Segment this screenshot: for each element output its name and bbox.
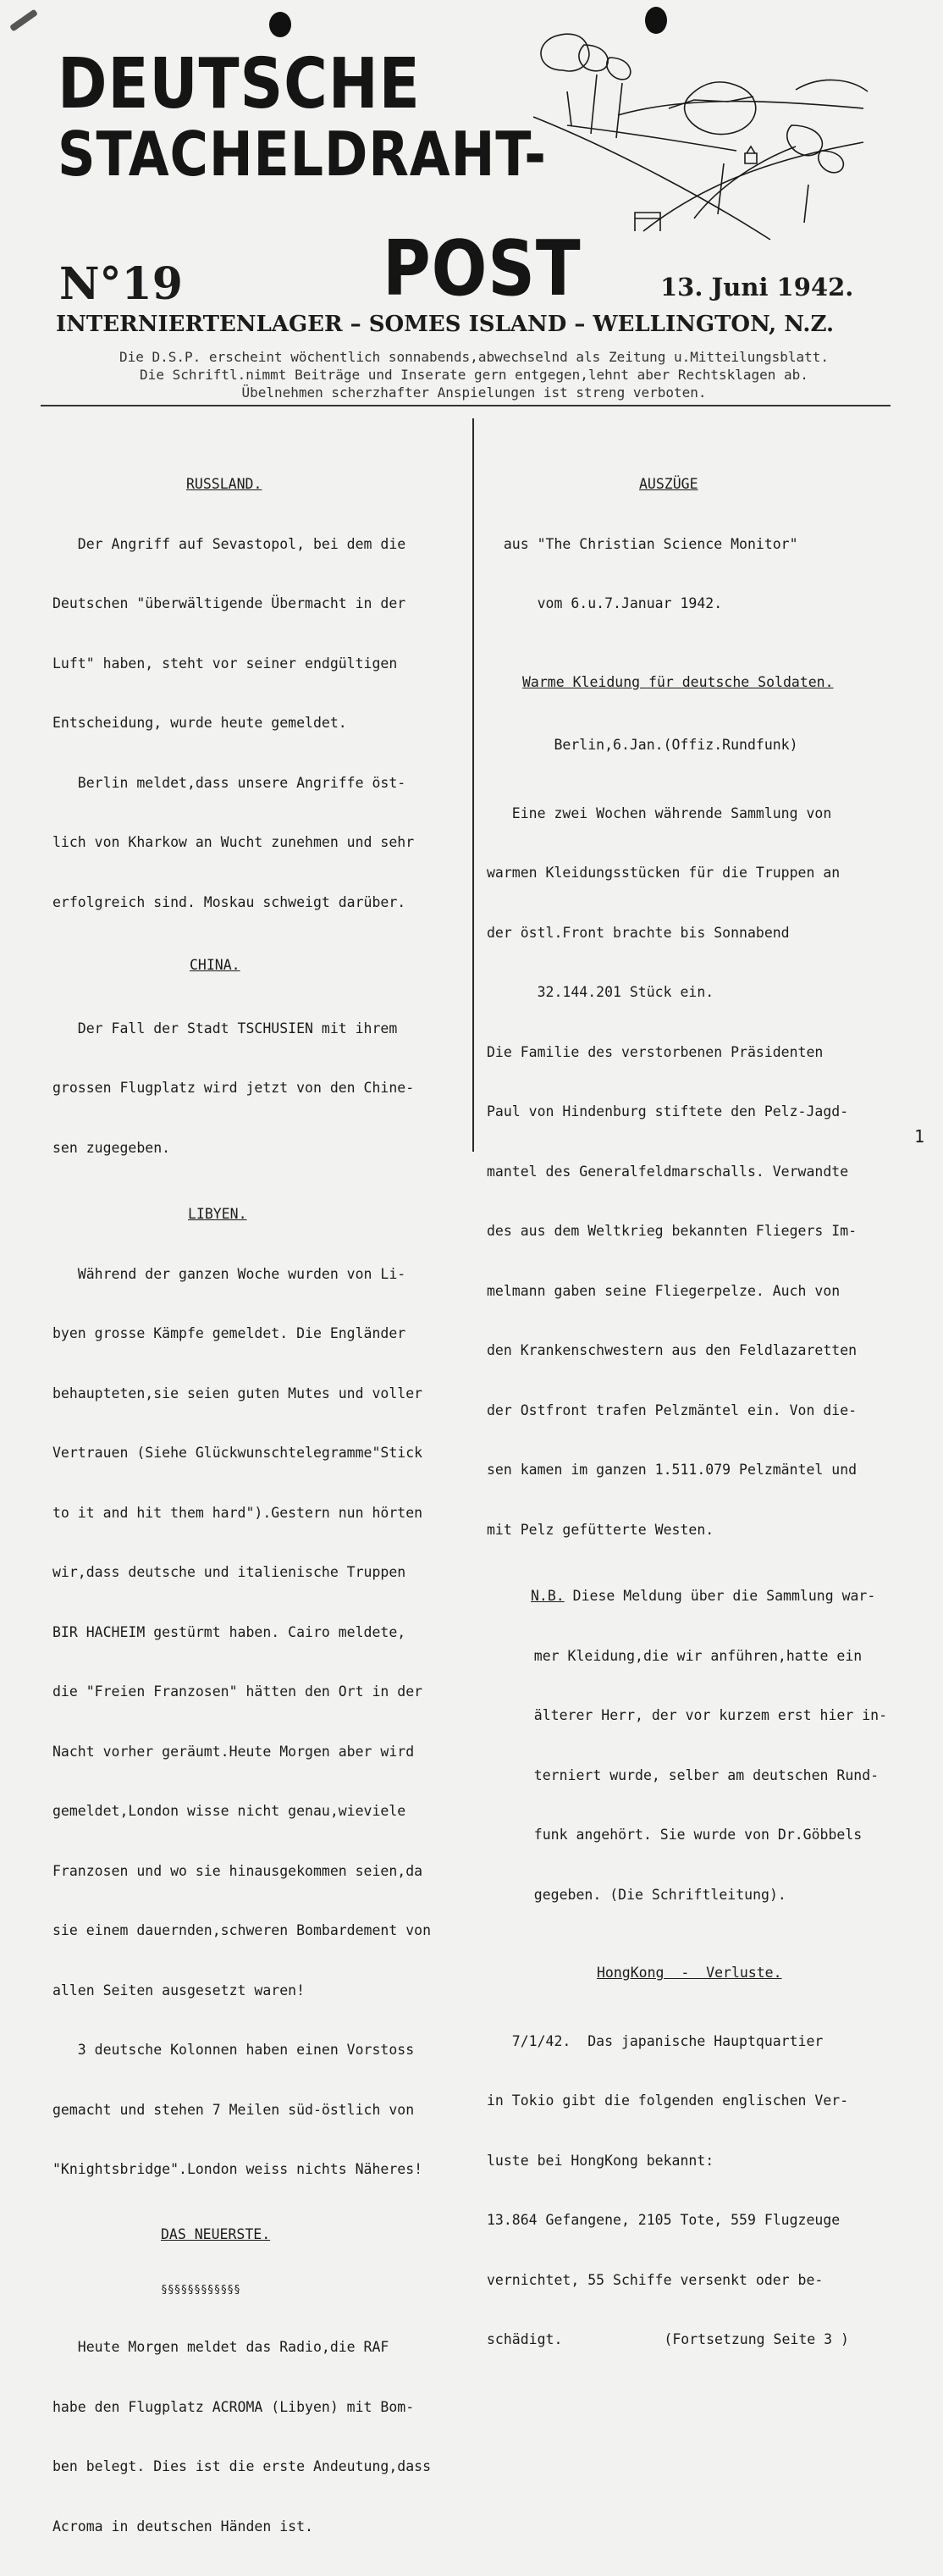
text-line: allen Seiten ausgesetzt waren! [52,1982,306,1998]
dateline: Berlin,6.Jan.(Offiz.Rundfunk) [487,737,798,753]
text-line: des aus dem Weltkrieg bekannten Fliegers Im- [487,1223,858,1239]
text-line: sen kamen im ganzen 1.511.079 Pelzmäntel und [487,1462,858,1478]
text-line: byen grosse Kämpfe gemeldet. Die Engländer [52,1325,406,1341]
text-line: 7/1/42. Das japanische Hauptquartier [487,2032,824,2049]
text-line: 32.144.201 Stück ein. [487,984,714,1000]
text-line: lich von Kharkow an Wucht zunehmen und sehr [52,834,415,850]
subtitle: INTERNIERTENLAGER – SOMES ISLAND – WELLINGTON, N.Z. [56,312,835,337]
section-heading-libyen: LIBYEN. [188,1206,247,1222]
section-heading-neuerste: DAS NEUERSTE. [161,2225,271,2242]
intro-line: Die Schriftl.nimmt Beiträge und Inserate gern entgegen,lehnt aber Rechtsklagen ab. [140,367,808,383]
text-line [487,2330,927,2350]
text-line: Acroma in deutschen Händen ist. [52,2518,313,2535]
text-line: die "Freien Franzosen" hätten den Ort in der [52,1683,423,1700]
text-line: Deutschen "überwältigende Übermacht in der [52,595,406,611]
column-divider [472,418,474,1152]
text-line: "Knightsbridge".London weiss nichts Näheres! [52,2161,423,2177]
text-line: luste bei HongKong bekannt: [487,2152,714,2169]
text-line: funk angehört. Sie wurde von Dr.Göbbels [509,1827,863,1843]
text-line: warmen Kleidungsstücken für die Truppen an [487,865,841,881]
section-heading-kleidung: Warme Kleidung für deutsche Soldaten. [522,673,834,690]
text-line: Nacht vorher geräumt.Heute Morgen aber wird [52,1743,415,1760]
text-line: Franzosen und wo sie hinausgekommen seien,da [52,1862,423,1879]
nb-label: N.B. [531,1588,565,1604]
text-line: Luft" haben, steht vor seiner endgültigen [52,655,398,672]
text-line: gegeben. (Die Schriftleitung). [509,1886,786,1903]
text-line: vom 6.u.7.Januar 1942. [487,595,723,611]
text-line: aus "The Christian Science Monitor" [487,535,798,552]
text-line: Berlin meldet,dass unsere Angriffe öst- [52,774,406,791]
zigzag-underline: §§§§§§§§§§§§ [161,2284,240,2297]
text-line: Die Familie des verstorbenen Präsidenten [487,1043,824,1060]
section-heading-russland: RUSSLAND. [186,476,262,492]
text-line: älterer Herr, der vor kurzem erst hier in- [509,1707,888,1723]
text-line: 13.864 Gefangene, 2105 Tote, 559 Flugzeuge [487,2212,841,2228]
header-rule [41,405,891,406]
text-line: 3 deutsche Kolonnen haben einen Vorstoss [52,2042,415,2058]
text-line-last: schädigt. [487,2331,563,2347]
left-column [52,434,459,2576]
intro-line: Die D.S.P. erscheint wöchentlich sonnabends,abwechselnd als Zeitung u.Mitteilungsblatt. [119,349,830,365]
section-heading-china: CHINA. [190,957,240,973]
text-line: mit Pelz gefütterte Westen. [487,1521,714,1538]
issue-number: N°19 [59,258,183,310]
text-line: vernichtet, 55 Schiffe versenkt oder be- [487,2271,824,2288]
intro-line: Übelnehmen scherzhafter Anspielungen ist streng verboten. [241,384,707,401]
text-line: mer Kleidung,die wir anführen,hatte ein [509,1647,863,1664]
text-line: BIR HACHEIM gestürmt haben. Cairo meldete, [52,1623,406,1640]
text-line: Entscheidung, wurde heute gemeldet. [52,715,347,731]
text-line: gemeldet,London wisse nicht genau,wieviele [52,1803,406,1819]
text-line: wir,dass deutsche und italienische Truppen [52,1564,406,1580]
masthead-line-3: POST [383,224,582,313]
text-line: sen zugegeben. [52,1139,171,1156]
text-line: gemacht und stehen 7 Meilen süd-östlich von [52,2101,415,2118]
text-line: Diese Meldung über die Sammlung war- [564,1588,876,1604]
text-line: to it and hit them hard").Gestern nun hörten [52,1504,423,1521]
text-line: der östl.Front brachte bis Sonnabend [487,924,790,941]
text-line: Der Angriff auf Sevastopol, bei dem die [52,535,406,552]
masthead-line-2: STACHELDRAHT- [58,119,547,190]
text-line: Vertrauen (Siehe Glückwunschtelegramme"Stick [52,1445,423,1461]
section-heading-auszuege: AUSZÜGE [639,476,698,492]
staple-mark [9,8,38,31]
text-line: Während der ganzen Woche wurden von Li- [52,1265,406,1282]
text-line: den Krankenschwestern aus den Feldlazaretten [487,1342,858,1358]
text-line: ben belegt. Dies ist die erste Andeutung,dass [52,2458,432,2474]
text-line: behaupteten,sie seien guten Mutes und voller [52,1385,423,1401]
nb-line [487,1586,927,1606]
text-line: melmann gaben seine Fliegerpelze. Auch von [487,1282,841,1299]
landscape-illustration [516,15,872,244]
text-line: Der Fall der Stadt TSCHUSIEN mit ihrem [52,1020,398,1036]
issue-date: 13. Juni 1942. [660,273,854,301]
punch-hole-left [269,12,291,37]
text-line: terniert wurde, selber am deutschen Rund- [509,1766,880,1783]
text-line: Eine zwei Wochen währende Sammlung von [487,804,832,821]
text-line: sie einem dauernden,schweren Bombardement von [52,1922,432,1938]
masthead-line-1: DEUTSCHE [58,44,421,124]
text-line: in Tokio gibt die folgenden englischen Ver- [487,2092,849,2109]
text-line: Heute Morgen meldet das Radio,die RAF [52,2339,389,2355]
text-line: erfolgreich sind. Moskau schweigt darüber. [52,893,406,910]
intro-block [34,348,914,401]
text-line: Paul von Hindenburg stiftete den Pelz-Jagd- [487,1103,849,1119]
text-line: mantel des Generalfeldmarschalls. Verwandte [487,1163,849,1180]
page-number: 1 [914,1126,925,1147]
section-heading-hongkong: HongKong - Verluste. [597,1965,782,1981]
right-column [487,434,927,2390]
text-line: der Ostfront trafen Pelzmäntel ein. Von die- [487,1401,858,1418]
text-line: grossen Flugplatz wird jetzt von den Chine- [52,1080,415,1096]
continuation-note: (Fortsetzung Seite 3 ) [664,2331,849,2347]
text-line: habe den Flugplatz ACROMA (Libyen) mit Bom- [52,2398,415,2415]
